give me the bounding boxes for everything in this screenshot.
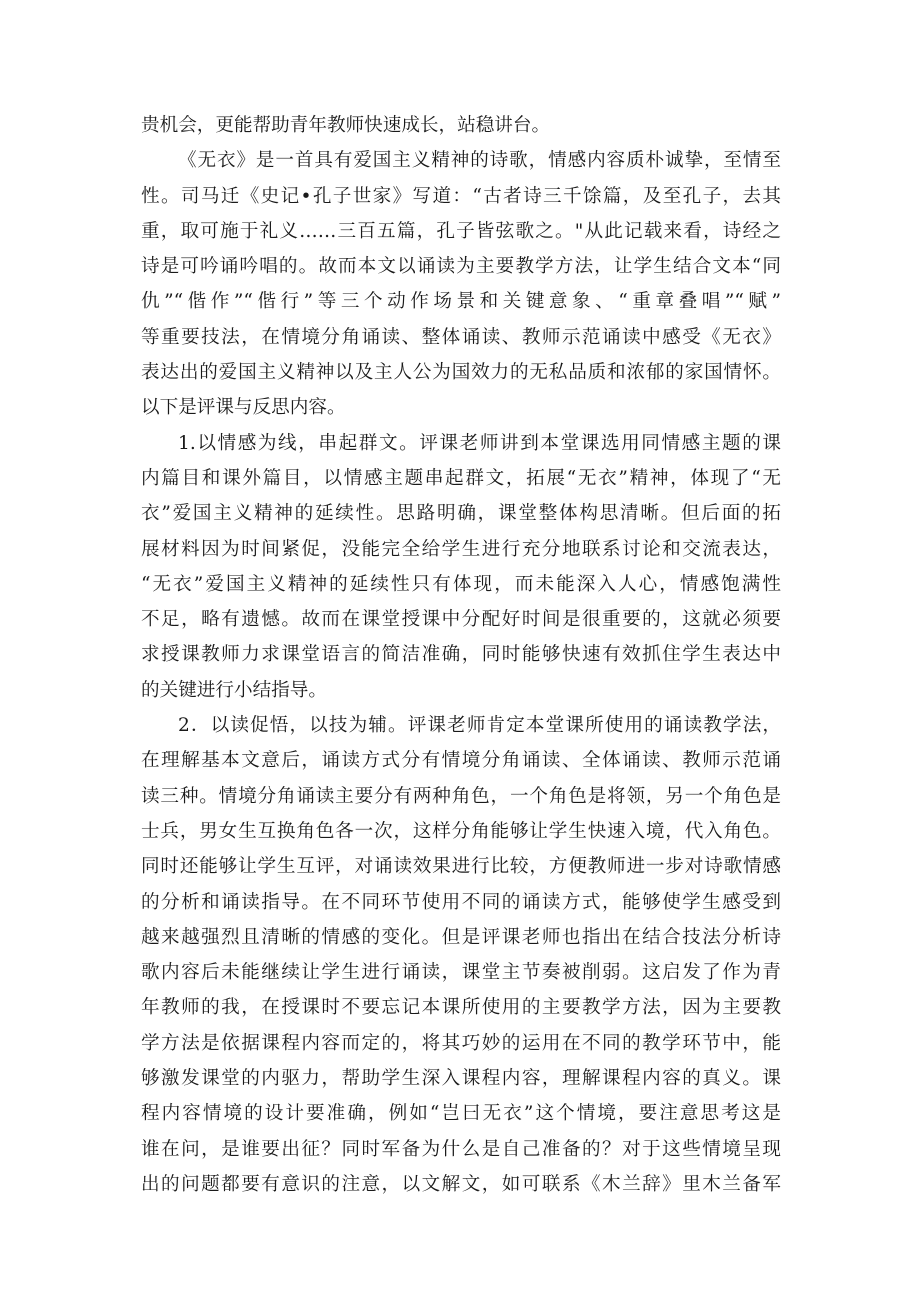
paragraph-continuation (141, 108, 781, 143)
text-line: 以下是评课与反思内容。 (141, 397, 346, 419)
text-line: 1.以情感为线，串起群文。评课老师讲到本堂课选用同情感主题的课 (178, 432, 781, 454)
text-line: 2．以读促悟，以技为辅。评课老师肯定本堂课所使用的诵读教学法， (178, 715, 781, 737)
text-line: 同时还能够让学生互评，对诵读效果进行比较，方便教师进一步对诗歌情感 (141, 856, 781, 878)
text-line: 诗是可吟诵吟唱的。故而本文以诵读为主要教学方法，让学生结合文本“同 (141, 256, 781, 278)
text-line: 学方法是依据课程内容而定的，将其巧妙的运用在不同的教学环节中，能 (141, 1032, 781, 1054)
text-line: 展材料因为时间紧促，没能完全给学生进行充分地联系讨论和交流表达， (141, 538, 781, 560)
text-line: 出的问题都要有意识的注意，以文解文，如可联系《木兰辞》里木兰备军 (141, 1173, 781, 1195)
text-line: 士兵，男女生互换角色各一次，这样分角能够让学生快速入境，代入角色。 (141, 820, 781, 842)
text-line: 等重要技法，在情境分角诵读、整体诵读、教师示范诵读中感受《无衣》 (141, 326, 781, 348)
text-line: 衣”爱国主义精神的延续性。思路明确，课堂整体构思清晰。但后面的拓 (141, 503, 781, 525)
paragraph-point-1 (141, 426, 781, 708)
text-line: 重，取可施于礼义……三百五篇，孔子皆弦歌之。"从此记载来看，诗经之 (141, 220, 781, 242)
text-line: 的分析和诵读指导。在不同环节使用不同的诵读方式，能够使学生感受到 (141, 891, 781, 913)
paragraph-intro (141, 143, 781, 425)
text-line: 求授课教师力求课堂语言的简洁准确，同时能够快速有效抓住学生表达中 (141, 644, 781, 666)
text-line: 年教师的我，在授课时不要忘记本课所使用的主要教学方法，因为主要教 (141, 997, 781, 1019)
text-line: 歌内容后未能继续让学生进行诵读，课堂主节奏被削弱。这启发了作为青 (141, 962, 781, 984)
text-line: 够激发课堂的内驱力，帮助学生深入课程内容，理解课程内容的真义。课 (141, 1068, 781, 1090)
text-line: 程内容情境的设计要准确，例如“岂曰无衣”这个情境，要注意思考这是 (141, 1103, 781, 1125)
text-line: 谁在问，是谁要出征？同时军备为什么是自己准备的？对于这些情境呈现 (141, 1138, 781, 1160)
text-line: 在理解基本文意后，诵读方式分有情境分角诵读、全体诵读、教师示范诵 (141, 750, 781, 772)
text-line: 性。司马迁《史记•孔子世家》写道：“古者诗三千馀篇，及至孔子，去其 (141, 185, 781, 207)
text-line: 越来越强烈且清晰的情感的变化。但是评课老师也指出在结合技法分析诗 (141, 926, 781, 948)
text-line: 《无衣》是一首具有爱国主义精神的诗歌，情感内容质朴诚挚，至情至 (178, 150, 781, 172)
text-line: 表达出的爱国主义精神以及主人公为国效力的无私品质和浓郁的家国情怀。 (141, 362, 781, 384)
text-line: 的关键进行小结指导。 (141, 679, 327, 701)
paragraph-point-2 (141, 708, 781, 1202)
document-body (141, 108, 781, 1202)
text-line: 内篇目和课外篇目，以情感主题串起群文，拓展“无衣”精神，体现了“无 (141, 467, 781, 489)
text-line: 仇”“偕作”“偕行”等三个动作场景和关键意象、“重章叠唱”“赋” (141, 291, 781, 313)
text-line: 不足，略有遗憾。故而在课堂授课中分配好时间是很重要的，这就必须要 (141, 609, 781, 631)
text-line: “无衣”爱国主义精神的延续性只有体现，而未能深入人心，情感饱满性 (141, 573, 781, 595)
text-line: 读三种。情境分角诵读主要分有两种角色，一个角色是将领，另一个角色是 (141, 785, 781, 807)
text-line: 贵机会，更能帮助青年教师快速成长，站稳讲台。 (141, 115, 551, 136)
